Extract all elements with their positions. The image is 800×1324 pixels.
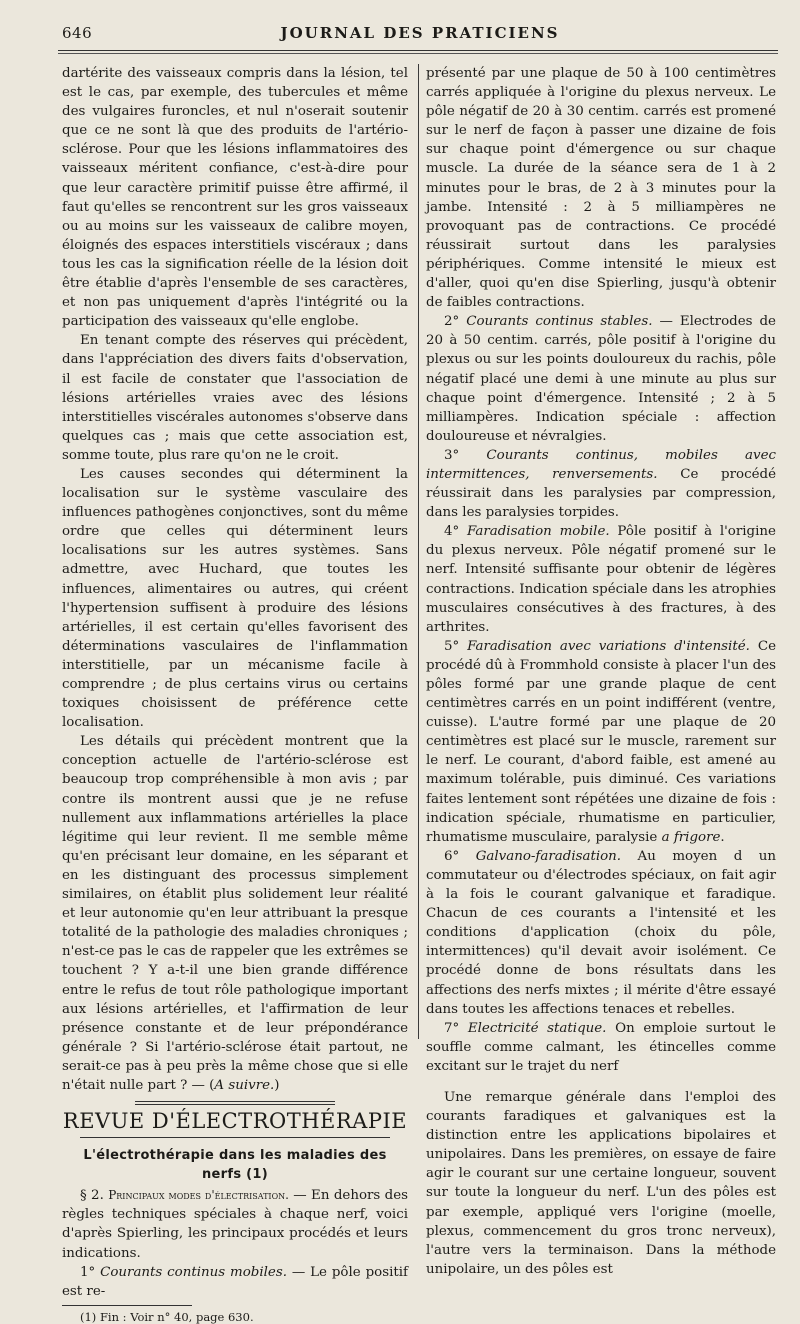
item-title: Galvano-faradisation.: [475, 848, 622, 864]
section-rule: [80, 1137, 390, 1138]
item-text: On emploie surtout le souffle comme calmant, les étincelles comme excitant sur le trajet du nerf: [426, 1020, 776, 1074]
item-text: Pôle positif à l'origine du plexus nerveux. Pôle négatif promené sur le nerf. Intensité suffisante pour obtenir de légères contractions. Indication spéciale dans les atrophies musculaires consécutives à des fractures, à des arthrites.: [426, 524, 776, 635]
paragraph: [62, 732, 408, 1095]
item-number: 3°: [444, 447, 487, 463]
header-rule-double: [58, 53, 778, 54]
to-be-continued: A suivre.: [214, 1077, 275, 1093]
item-title: Faradisation avec variations d'intensité.: [467, 638, 750, 654]
list-item: [426, 446, 776, 522]
latin-term: a frigore: [661, 829, 721, 845]
page-number: 646: [62, 24, 93, 42]
item-text: Ce procédé dû à Frommhold consiste à placer l'un des pôles formé par une grande plaque de cent centimètres carrés en un point indifférent (ventre, cuisse). L'autre formé par une plaque de 20 centimètres est placé sur le muscle, rarement sur le nerf. Le courant, d'abord faible, est amené au maximum tolérable, puis diminué. Ces variations faites lentement sont répétées une dizaine de fois : indication spéciale, rhumatisme en particulier, rhumatisme musculaire, paralysie: [426, 638, 776, 845]
paragraph: En tenant compte des réserves qui précèdent, dans l'appréciation des divers faits d'observation, il est facile de constater que l'association de lésions artérielles vraies avec des lésions interstitielles viscérales autonomes s'observe dans quelques cas ; mais que cette association est, somme toute, plus rare qu'on ne le croit.: [62, 333, 408, 463]
list-item: [426, 637, 776, 847]
item-text: Ce procédé réussirait dans les paralysies par compression, dans les paralysies torpides.: [426, 466, 777, 521]
section-heading: Principaux modes d'électrisation.: [108, 1188, 289, 1203]
paragraph-close: ): [274, 1077, 280, 1093]
paragraph-text: Les détails qui précèdent montrent que la conception actuelle de l'artério-sclérose est beaucoup trop compréhensible à mon avis ; par contre ils montrent aussi que je ne refuse nullement aux inflammations artérielles la place légitime qui leur revient. Il me semble même qu'en précisant leur domaine, en les séparant et en les distinguant des processus simplement similaires, on établit plus solidement leur réalité et leur autonomie qu'en leur attribuant la presque totalité de la pathologie des maladies chroniques ; n'est-ce pas le cas de rappeler que les extrêmes se touchent ? Y a-t-il une bien grande différence entre le refus de tout rôle pathologique important aux lésions artérielles, et l'affirmation de leur présence constante et de leur prépondérance générale ? Si l'artério-sclérose était partout, ne serait-ce pas à peu près la même chose que si elle n'était nulle part ? — (: [62, 734, 408, 1093]
paragraph: [62, 1186, 408, 1262]
list-item: [426, 312, 776, 446]
article-title: L'électrothérapie dans les maladies des nerfs (1): [83, 1148, 387, 1183]
item-number: 1°: [80, 1264, 101, 1280]
section-rule: [135, 1101, 335, 1102]
right-column: [426, 64, 776, 1279]
item-title: Courants continus mobiles.: [100, 1264, 287, 1280]
item-number: 7°: [444, 1020, 468, 1036]
paragraph: présenté par une plaque de 50 à 100 centimètres carrés appliquée à l'origine du plexus nerveux. Le pôle négatif de 20 à 30 centim. carrés est promené sur le nerf de façon à passer une dizaine de fois sur chaque point d'émergence ou sur chaque muscle. La durée de la séance sera de 1 à 2 minutes pour le bras, de 2 à 3 minutes pour la jambe. Intensité : 2 à 5 milliampères ne provoquant pas de contractions. Ce procédé réussirait surtout dans les paralysies périphériques. Comme intensité le mieux est d'aller, quoi qu'en dise Spierling, jusqu'à obtenir de faibles contractions.: [426, 66, 776, 311]
item-number: 2°: [444, 314, 467, 330]
item-number: 5°: [444, 638, 468, 654]
item-number: 6°: [444, 848, 476, 864]
list-item: [426, 522, 776, 637]
running-title: JOURNAL DES PRATICIENS: [280, 24, 560, 42]
left-column: [62, 64, 408, 1324]
item-title: Faradisation mobile.: [466, 524, 610, 540]
section-rule: [135, 1104, 335, 1105]
item-text: — Electrodes de 20 à 50 centim. carrés, pôle positif à l'origine du plexus ou sur les points douloureux du rachis, pôle négatif placé une demi à une minute au plus sur chaque point d'émergence. Intensité ; 2 à 5 milliampères. Indication spéciale : affection douloureuse et névralgies.: [426, 314, 776, 444]
header-rule: [58, 50, 778, 51]
item-number: 4°: [444, 524, 467, 540]
list-item: [62, 1263, 408, 1301]
column-divider: [418, 64, 419, 1039]
paragraph: Les causes secondes qui déterminent la localisation sur le système vasculaire des influences pathogènes conjonctives, sont du même ordre que celles qui déterminent leurs localisations sur les autres systèmes. Sans admettre, avec Huchard, que toutes les influences, alimentaires ou autres, qui créent l'hypertension suffisent à produire des lésions artérielles, il est certain qu'elles favorisent des déterminations vasculaires de l'inflammation interstitielle, par un mécanisme facile à comprendre ; de plus certains virus ou certains toxiques choisissent de préférence cette localisation.: [62, 466, 408, 731]
item-text: — Le pôle positif est re-: [62, 1264, 408, 1299]
list-item: [426, 847, 776, 1019]
section-title: REVUE D'ÉLECTROTHÉRAPIE: [62, 1109, 408, 1134]
paragraph-text: — En dehors des règles techniques spéciales à chaque nerf, voici d'après Spierling, les principaux procédés et leurs indications.: [62, 1188, 408, 1261]
footnote: (1) Fin : Voir n° 40, page 630.: [80, 1309, 254, 1324]
item-title: Courants continus stables.: [466, 314, 653, 330]
paragraph-gap: [426, 1076, 776, 1088]
footnote-rule: [62, 1305, 192, 1306]
list-item: [426, 1019, 776, 1076]
paragraph: Une remarque générale dans l'emploi des courants faradiques et galvaniques est la distinction entre les applications bipolaires et unipolaires. Dans les premières, on essaye de faire agir le courant sur une certaine longueur, souvent sur toute la longueur du nerf. L'un des pôles est par exemple, appliqué vers l'origine (moelle, plexus, commencement du gros tronc nerveux), l'autre vers la terminaison. Dans la méthode unipolaire, un des pôles est: [426, 1089, 776, 1277]
item-text-end: .: [720, 829, 725, 845]
item-title: Electricité statique.: [467, 1020, 607, 1036]
paragraph: dartérite des vaisseaux compris dans la lésion, tel est le cas, par exemple, des tubercules et même des vulgaires furoncles, et nul n'oserait soutenir que ce ne sont là que des produits de l'artério-sclérose. Pour que les lésions inflammatoires des vaisseaux méritent confiance, c'est-à-dire pour que leur caractère primitif puisse être affirmé, il faut qu'elles se rencontrent sur les gros vaisseaux ou au moins sur les vaisseaux de calibre moyen, éloignés des espaces interstitiels viscéraux ; dans tous les cas la signification réelle de la lésion doit être établie d'après l'ensemble de ses caractères, et non pas uniquement d'après l'intégrité ou la participation des vaisseaux qu'elle englobe.: [62, 66, 408, 330]
item-title: Courants continus, mobiles avec intermittences, renversements.: [426, 447, 776, 482]
item-text: Au moyen d un commutateur ou d'électrodes spéciaux, on fait agir à la fois le courant galvanique et faradique. Chacun de ces courants a l'intensité et les conditions d'application (choix du pôle, intermittences) qu'il devait avoir isolément. Ce procédé donne de bons résultats dans les affections des nerfs mixtes ; il mérite d'être essayé dans toutes les affections tenaces et rebelles.: [426, 848, 776, 1017]
section-number: § 2.: [80, 1188, 109, 1204]
